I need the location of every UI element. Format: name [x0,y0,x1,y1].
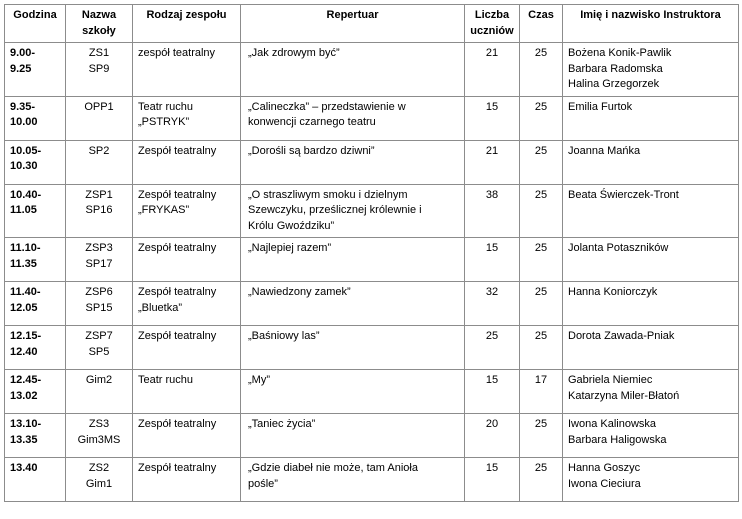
time-cell [5,458,66,502]
repertoire-cell [241,370,465,414]
ensemble-type-cell [133,370,241,414]
ensemble-type-cell-line: Zespół teatralny [138,144,217,157]
duration-cell: 25 [520,238,563,282]
repertoire-cell [241,238,465,282]
ensemble-type-cell [133,238,241,282]
ensemble-type-cell [133,140,241,184]
schedule-sheet [4,4,738,502]
duration-cell: 25 [520,184,563,238]
duration-cell: 25 [520,140,563,184]
duration-cell: 25 [520,282,563,326]
instructor-cell-line: Bożena Konik-Pawlik [568,47,672,59]
instructor-cell-line: Jolanta Potaszników [568,242,669,254]
school-cell-line: Gim2 [85,374,113,386]
time-cell-line: 13.02 [10,389,38,402]
school-cell [66,414,133,458]
repertoire-cell-line: „Gdzie diabeł nie może, tam Anioła [248,462,418,474]
ensemble-type-cell [133,282,241,326]
table-row [5,370,739,414]
time-cell-line: 13.35 [10,433,38,446]
school-cell-line: ZSP1 [85,188,113,201]
time-cell-line: 13.10- [10,418,42,430]
students-count-cell: 15 [465,96,520,140]
time-cell [5,238,66,282]
repertoire-cell [241,458,465,502]
ensemble-type-cell [133,184,241,238]
school-cell [66,326,133,370]
table-row [5,96,739,140]
students-count-cell: 25 [465,326,520,370]
table-row [5,282,739,326]
instructor-cell [563,238,739,282]
table-row [5,184,739,238]
school-cell-line: ZSP6 [85,286,113,298]
instructor-cell [563,326,739,370]
header-rodzaj-zespolu: Rodzaj zespołu [133,5,241,43]
ensemble-type-cell [133,326,241,370]
time-cell-line: 13.40 [10,462,38,474]
header-godzina: Godzina [5,5,66,43]
header-instruktor: Imię i nazwisko Instruktora [563,5,739,43]
instructor-cell-line: Halina Grzegorzek [568,78,660,90]
time-cell-line: 11.40- [10,286,41,298]
ensemble-type-cell [133,414,241,458]
school-cell [66,140,133,184]
instructor-cell [563,414,739,458]
school-cell [66,96,133,140]
repertoire-cell-line: Szewczyku, prześlicznej królewnie i [248,204,422,216]
instructor-cell-line: Iwona Cieciura [568,477,641,490]
duration-cell: 25 [520,414,563,458]
repertoire-cell [241,184,465,238]
time-cell [5,326,66,370]
repertoire-cell-line: „O straszliwym smoku i dzielnym [248,188,408,201]
table-row [5,140,739,184]
students-count-cell: 21 [465,43,520,97]
school-cell-line: ZSP3 [85,242,113,254]
repertoire-cell-line: „Baśniowy las” [248,330,320,342]
school-cell-line: ZS3 [88,418,110,430]
header-nazwa-szkoly: Nazwa szkoły [66,5,133,43]
time-cell [5,43,66,97]
time-cell [5,140,66,184]
time-cell-line: 9.00- [10,47,36,59]
instructor-cell-line: Gabriela Niemiec [568,374,653,386]
repertoire-cell-line: „Najlepiej razem” [248,242,332,254]
ensemble-type-cell-line: Zespół teatralny [138,418,217,430]
ensemble-type-cell-line: Teatr ruchu [138,100,194,113]
time-cell [5,414,66,458]
table-row [5,43,739,97]
students-count-cell: 15 [465,458,520,502]
time-cell-line: 12.15- [10,330,42,342]
repertoire-cell [241,43,465,97]
repertoire-cell [241,282,465,326]
school-cell-line: OPP1 [84,100,114,113]
time-cell [5,184,66,238]
school-cell-line: Gim3MS [77,433,121,446]
duration-cell: 25 [520,326,563,370]
school-cell-line: SP9 [88,62,110,75]
duration-cell: 17 [520,370,563,414]
instructor-cell-line: Dorota Zawada-Pniak [568,330,675,342]
duration-cell: 25 [520,96,563,140]
instructor-cell [563,370,739,414]
instructor-cell-line: Hanna Koniorczyk [568,286,658,298]
time-cell-line: 12.40 [10,345,38,358]
time-cell-line: 9.35- [10,100,36,113]
instructor-cell [563,43,739,97]
time-cell [5,96,66,140]
time-cell-line: 11.10- [10,242,41,254]
students-count-cell: 21 [465,140,520,184]
instructor-cell-line: Emilia Furtok [568,100,633,113]
time-cell-line: 11.35 [10,257,37,270]
duration-cell: 25 [520,458,563,502]
school-cell-line: SP16 [85,204,113,216]
school-cell [66,370,133,414]
school-cell [66,458,133,502]
time-cell-line: 12.05 [10,301,38,314]
table-row [5,414,739,458]
repertoire-cell-line: konwencji czarnego teatru [248,116,376,128]
repertoire-cell [241,140,465,184]
ensemble-type-cell-line: Teatr ruchu [138,374,194,386]
students-count-cell: 15 [465,370,520,414]
instructor-cell-line: Hanna Goszyc [568,462,641,474]
ensemble-type-cell-line: „FRYKAS” [138,204,190,216]
ensemble-type-cell [133,458,241,502]
instructor-cell [563,282,739,326]
instructor-cell-line: Katarzyna Miler-Błatoń [568,389,680,402]
instructor-cell-line: Iwona Kalinowska [568,418,657,430]
instructor-cell-line: Barbara Radomska [568,62,663,75]
time-cell-line: 10.40- [10,188,42,201]
instructor-cell [563,184,739,238]
time-cell-line: 11.05 [10,204,37,216]
repertoire-cell-line: „My” [248,374,270,386]
header-row [5,5,739,43]
school-cell-line: SP15 [85,301,113,314]
students-count-cell: 38 [465,184,520,238]
time-cell-line: 10.05- [10,144,42,157]
instructor-cell [563,96,739,140]
time-cell [5,282,66,326]
repertoire-cell-line: „Nawiedzony zamek” [248,286,351,298]
instructor-cell [563,458,739,502]
ensemble-type-cell-line: „Bluetka” [138,301,183,314]
school-cell-line: SP17 [85,257,113,270]
table-row [5,326,739,370]
ensemble-type-cell [133,96,241,140]
students-count-cell: 20 [465,414,520,458]
school-cell [66,184,133,238]
school-cell-line: ZS2 [88,462,110,474]
ensemble-type-cell-line: Zespół teatralny [138,242,217,254]
time-cell-line: 12.45- [10,374,42,386]
table-row [5,458,739,502]
instructor-cell [563,140,739,184]
students-count-cell: 15 [465,238,520,282]
schedule-rows [5,43,739,502]
repertoire-cell-line: „Dorośli są bardzo dziwni” [248,144,375,157]
ensemble-type-cell-line: zespół teatralny [138,47,216,59]
table-row [5,238,739,282]
header-liczba-uczniow: Liczba uczniów [465,5,520,43]
ensemble-type-cell [133,43,241,97]
instructor-cell-line: Joanna Mańka [568,144,641,157]
time-cell-line: 10.00 [10,116,38,128]
schedule-table [4,4,739,502]
school-cell-line: ZS1 [88,47,110,59]
time-cell-line: 9.25 [10,62,32,75]
school-cell-line: ZSP7 [85,330,113,342]
duration-cell: 25 [520,43,563,97]
school-cell-line: Gim1 [85,477,113,490]
repertoire-cell-line: pośle” [248,477,278,490]
students-count-cell: 32 [465,282,520,326]
school-cell [66,282,133,326]
ensemble-type-cell-line: Zespół teatralny [138,188,217,201]
school-cell-line: SP2 [88,144,110,157]
repertoire-cell [241,96,465,140]
repertoire-cell-line: Królu Gwoździku” [248,219,335,232]
header-repertuar: Repertuar [241,5,465,43]
school-cell-line: SP5 [88,345,110,358]
ensemble-type-cell-line: „PSTRYK” [138,116,190,128]
time-cell-line: 10.30 [10,160,38,172]
time-cell [5,370,66,414]
header-czas: Czas [520,5,563,43]
instructor-cell-line: Beata Świerczek-Tront [568,188,679,201]
ensemble-type-cell-line: Zespół teatralny [138,330,217,342]
ensemble-type-cell-line: Zespół teatralny [138,286,217,298]
repertoire-cell-line: „Calineczka” – przedstawienie w [248,100,406,113]
repertoire-cell [241,326,465,370]
instructor-cell-line: Barbara Haligowska [568,433,667,446]
school-cell [66,43,133,97]
ensemble-type-cell-line: Zespół teatralny [138,462,217,474]
repertoire-cell-line: „Jak zdrowym być” [248,47,340,59]
repertoire-cell [241,414,465,458]
repertoire-cell-line: „Taniec życia” [248,418,316,430]
school-cell [66,238,133,282]
